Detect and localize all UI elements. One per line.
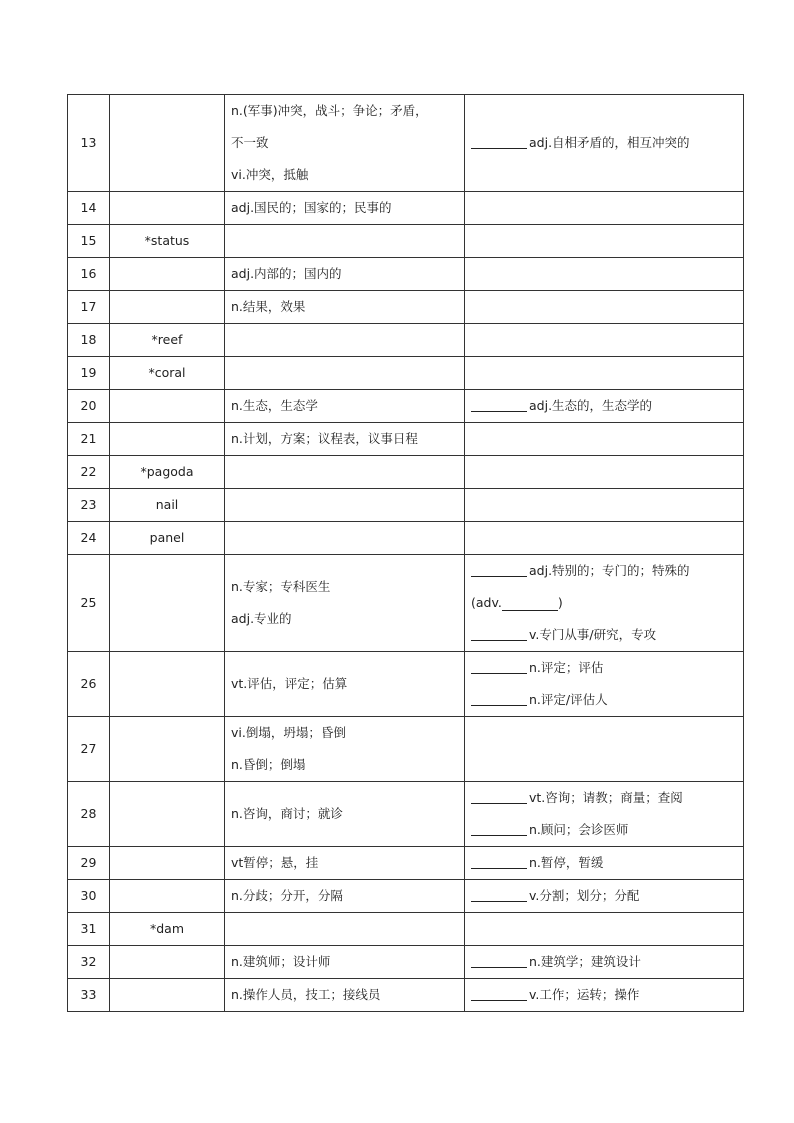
word-cell xyxy=(110,555,225,652)
meaning-cell xyxy=(225,324,465,357)
row-number: 15 xyxy=(68,225,110,258)
derivative-text: n.暂停，暂缓 xyxy=(529,855,604,870)
row-number: 21 xyxy=(68,423,110,456)
meaning-line: vi.倒塌，坍塌；昏倒 xyxy=(231,725,346,740)
meaning-cell xyxy=(225,946,465,979)
derivative-text: v.工作；运转；操作 xyxy=(529,987,640,1002)
meaning-line: vi.冲突，抵触 xyxy=(231,167,309,182)
table-row xyxy=(68,456,744,489)
fill-in-blank[interactable] xyxy=(471,802,527,804)
derivative-cell xyxy=(465,946,744,979)
derivative-cell xyxy=(465,192,744,225)
meaning-line: adj.内部的；国内的 xyxy=(231,266,342,281)
row-number: 18 xyxy=(68,324,110,357)
meaning-cell xyxy=(225,225,465,258)
row-number: 20 xyxy=(68,390,110,423)
fill-in-blank[interactable] xyxy=(471,834,527,836)
word-cell xyxy=(110,979,225,1012)
word-cell xyxy=(110,847,225,880)
fill-in-blank[interactable] xyxy=(471,410,527,412)
vocabulary-table xyxy=(67,94,744,1012)
meaning-line: vt.评估，评定；估算 xyxy=(231,676,348,691)
word-cell xyxy=(110,192,225,225)
meaning-line: n.结果，效果 xyxy=(231,299,306,314)
derivative-line xyxy=(471,587,743,619)
word-cell xyxy=(110,782,225,847)
derivative-line xyxy=(471,684,743,716)
derivative-cell xyxy=(465,913,744,946)
adv-suffix: ) xyxy=(557,595,563,610)
derivative-cell xyxy=(465,489,744,522)
fill-in-blank[interactable] xyxy=(471,639,527,641)
table-row xyxy=(68,291,744,324)
meaning-cell xyxy=(225,652,465,717)
word-cell: panel xyxy=(110,522,225,555)
meaning-cell xyxy=(225,880,465,913)
derivative-line xyxy=(471,619,743,651)
fill-in-blank[interactable] xyxy=(471,966,527,968)
row-number: 19 xyxy=(68,357,110,390)
row-number: 22 xyxy=(68,456,110,489)
word-cell: *coral xyxy=(110,357,225,390)
table-row xyxy=(68,225,744,258)
row-number: 16 xyxy=(68,258,110,291)
row-number: 23 xyxy=(68,489,110,522)
derivative-text: n.评定；评估 xyxy=(529,660,604,675)
table-row xyxy=(68,652,744,717)
derivative-cell xyxy=(465,522,744,555)
table-row xyxy=(68,717,744,782)
derivative-cell xyxy=(465,258,744,291)
derivative-text: adj.生态的，生态学的 xyxy=(529,398,653,413)
derivative-text: adj.自相矛盾的，相互冲突的 xyxy=(529,135,690,150)
meaning-line: n.生态，生态学 xyxy=(231,398,318,413)
table-row xyxy=(68,423,744,456)
row-number: 24 xyxy=(68,522,110,555)
row-number: 17 xyxy=(68,291,110,324)
meaning-line: n.专家；专科医生 xyxy=(231,579,331,594)
adv-prefix: (adv. xyxy=(471,595,502,610)
derivative-text: n.评定/评估人 xyxy=(529,692,608,707)
meaning-cell xyxy=(225,847,465,880)
meaning-line: n.(军事)冲突，战斗；争论；矛盾， xyxy=(231,103,428,118)
table-row xyxy=(68,847,744,880)
word-cell xyxy=(110,423,225,456)
row-number: 25 xyxy=(68,555,110,652)
row-number: 26 xyxy=(68,652,110,717)
word-cell xyxy=(110,717,225,782)
word-cell xyxy=(110,291,225,324)
derivative-cell xyxy=(465,390,744,423)
meaning-line: adj.专业的 xyxy=(231,611,292,626)
row-number: 31 xyxy=(68,913,110,946)
meaning-cell xyxy=(225,95,465,192)
meaning-line: vt暂停；悬，挂 xyxy=(231,855,319,870)
meaning-cell xyxy=(225,913,465,946)
meaning-line: n.计划，方案；议程表，议事日程 xyxy=(231,431,418,446)
meaning-cell xyxy=(225,192,465,225)
meaning-line: n.建筑师；设计师 xyxy=(231,954,331,969)
derivative-cell xyxy=(465,225,744,258)
word-cell xyxy=(110,95,225,192)
meaning-cell xyxy=(225,522,465,555)
meaning-cell xyxy=(225,979,465,1012)
table-body xyxy=(68,95,744,1012)
word-cell xyxy=(110,880,225,913)
meaning-cell xyxy=(225,456,465,489)
word-cell: nail xyxy=(110,489,225,522)
meaning-cell xyxy=(225,423,465,456)
table-row xyxy=(68,913,744,946)
word-cell xyxy=(110,258,225,291)
derivative-cell xyxy=(465,717,744,782)
meaning-line: adj.国民的；国家的；民事的 xyxy=(231,200,392,215)
derivative-line xyxy=(471,782,743,814)
meaning-line: n.咨询，商讨；就诊 xyxy=(231,806,343,821)
meaning-cell xyxy=(225,291,465,324)
table-row xyxy=(68,95,744,192)
derivative-line xyxy=(471,390,743,422)
meaning-cell xyxy=(225,357,465,390)
meaning-cell xyxy=(225,717,465,782)
derivative-line xyxy=(471,814,743,846)
table-row xyxy=(68,555,744,652)
derivative-line xyxy=(471,652,743,684)
table-row xyxy=(68,489,744,522)
meaning-cell xyxy=(225,390,465,423)
derivative-cell xyxy=(465,782,744,847)
row-number: 32 xyxy=(68,946,110,979)
meaning-line: n.分歧；分开，分隔 xyxy=(231,888,343,903)
table-row xyxy=(68,357,744,390)
fill-in-blank[interactable] xyxy=(471,147,527,149)
table-row xyxy=(68,782,744,847)
table-row xyxy=(68,880,744,913)
table-row xyxy=(68,946,744,979)
derivative-line xyxy=(471,880,743,912)
derivative-text: vt.咨询；请教；商量；查阅 xyxy=(529,790,683,805)
derivative-text: v.专门从事/研究，专攻 xyxy=(529,627,657,642)
derivative-cell xyxy=(465,847,744,880)
derivative-line xyxy=(471,946,743,978)
fill-in-blank[interactable] xyxy=(471,704,527,706)
row-number: 28 xyxy=(68,782,110,847)
derivative-line xyxy=(471,979,743,1011)
word-cell xyxy=(110,652,225,717)
meaning-line: n.昏倒；倒塌 xyxy=(231,757,306,772)
word-cell xyxy=(110,390,225,423)
meaning-cell xyxy=(225,489,465,522)
derivative-cell xyxy=(465,880,744,913)
meaning-line: 不一致 xyxy=(231,135,269,150)
derivative-text: adj.特别的；专门的；特殊的 xyxy=(529,563,690,578)
derivative-line xyxy=(471,127,743,159)
meaning-cell xyxy=(225,782,465,847)
row-number: 33 xyxy=(68,979,110,1012)
table-row xyxy=(68,979,744,1012)
derivative-cell xyxy=(465,423,744,456)
word-cell: *dam xyxy=(110,913,225,946)
table-row xyxy=(68,192,744,225)
derivative-text: n.建筑学；建筑设计 xyxy=(529,954,641,969)
fill-in-blank[interactable] xyxy=(471,900,527,902)
derivative-line xyxy=(471,555,743,587)
fill-in-blank[interactable] xyxy=(502,609,558,611)
derivative-text: v.分割；划分；分配 xyxy=(529,888,640,903)
row-number: 27 xyxy=(68,717,110,782)
table-row xyxy=(68,258,744,291)
table-row xyxy=(68,390,744,423)
meaning-line: n.操作人员，技工；接线员 xyxy=(231,987,381,1002)
fill-in-blank[interactable] xyxy=(471,867,527,869)
derivative-cell xyxy=(465,357,744,390)
derivative-cell xyxy=(465,652,744,717)
row-number: 29 xyxy=(68,847,110,880)
word-cell: *status xyxy=(110,225,225,258)
fill-in-blank[interactable] xyxy=(471,999,527,1001)
word-cell: *pagoda xyxy=(110,456,225,489)
meaning-cell xyxy=(225,258,465,291)
derivative-line xyxy=(471,847,743,879)
table-row xyxy=(68,522,744,555)
derivative-cell xyxy=(465,456,744,489)
derivative-cell xyxy=(465,555,744,652)
derivative-cell xyxy=(465,95,744,192)
table-row xyxy=(68,324,744,357)
fill-in-blank[interactable] xyxy=(471,575,527,577)
meaning-cell xyxy=(225,555,465,652)
row-number: 14 xyxy=(68,192,110,225)
derivative-cell xyxy=(465,291,744,324)
derivative-cell xyxy=(465,979,744,1012)
word-cell: *reef xyxy=(110,324,225,357)
row-number: 30 xyxy=(68,880,110,913)
fill-in-blank[interactable] xyxy=(471,672,527,674)
derivative-cell xyxy=(465,324,744,357)
row-number: 13 xyxy=(68,95,110,192)
word-cell xyxy=(110,946,225,979)
derivative-text: n.顾问；会诊医师 xyxy=(529,822,629,837)
